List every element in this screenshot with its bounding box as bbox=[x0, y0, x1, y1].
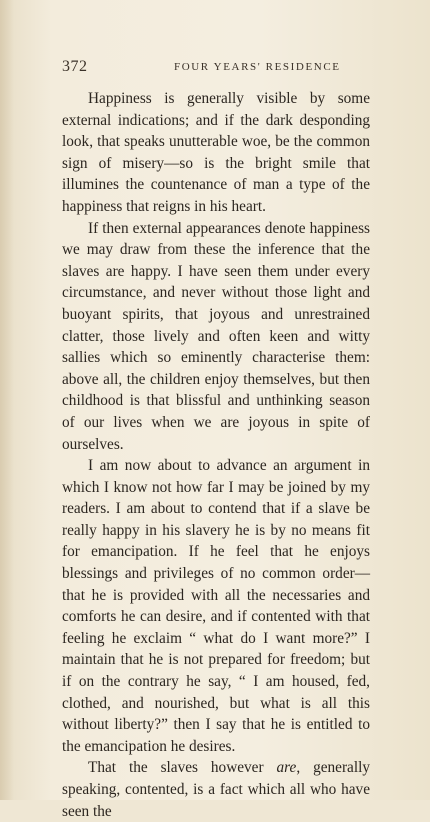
body-text bbox=[62, 88, 370, 822]
paragraph-4-after: , generally speaking, contented, is a fact which all who have seen the bbox=[62, 759, 370, 820]
paragraph-4-italic: are bbox=[276, 759, 297, 777]
page-number: 372 bbox=[62, 58, 88, 75]
paragraph-2: If then external appearances denote happiness we may draw from these the inference that the slaves are happy. I have seen them under every circumstance, and never without those light and buoyant spirits, that joyous and unrestrained clatter, those lively and often keen and witty sallies which so eminently characterise them: above all, the children enjoy themselves, but then childhood is that blissful and unthinking season of our lives when we are joyous in spite of ourselves. bbox=[62, 219, 370, 453]
running-head: FOUR YEARS' RESIDENCE bbox=[174, 61, 341, 73]
page-header bbox=[62, 58, 370, 82]
paragraph-4 bbox=[62, 757, 370, 822]
paragraph-1: Happiness is generally visible by some external indications; and if the dark desponding look, that speaks unutterable woe, be the common sign of misery—so is the bright smile that illumines the countenance of man a type of the happiness that reigns in his heart. bbox=[62, 90, 370, 215]
paragraph-3: I am now about to advance an argument in which I know not how far I may be joined by my readers. I am about to contend that if a slave be really happy in his slavery he is by no means fit for emancipation. If he feel that he enjoys blessings and privileges of no common order—that he is provided with all the necessaries and comforts he can desire, and if contented with that feeling he exclaim “ what do I want more?” I maintain that he is not prepared for freedom; but if on the contrary he say, “ I am housed, fed, clothed, and nourished, but what is all this without liberty?” then I say that he is entitled to the emancipation he desires. bbox=[62, 457, 370, 755]
paragraph-4-before: That the slaves however bbox=[88, 759, 277, 777]
